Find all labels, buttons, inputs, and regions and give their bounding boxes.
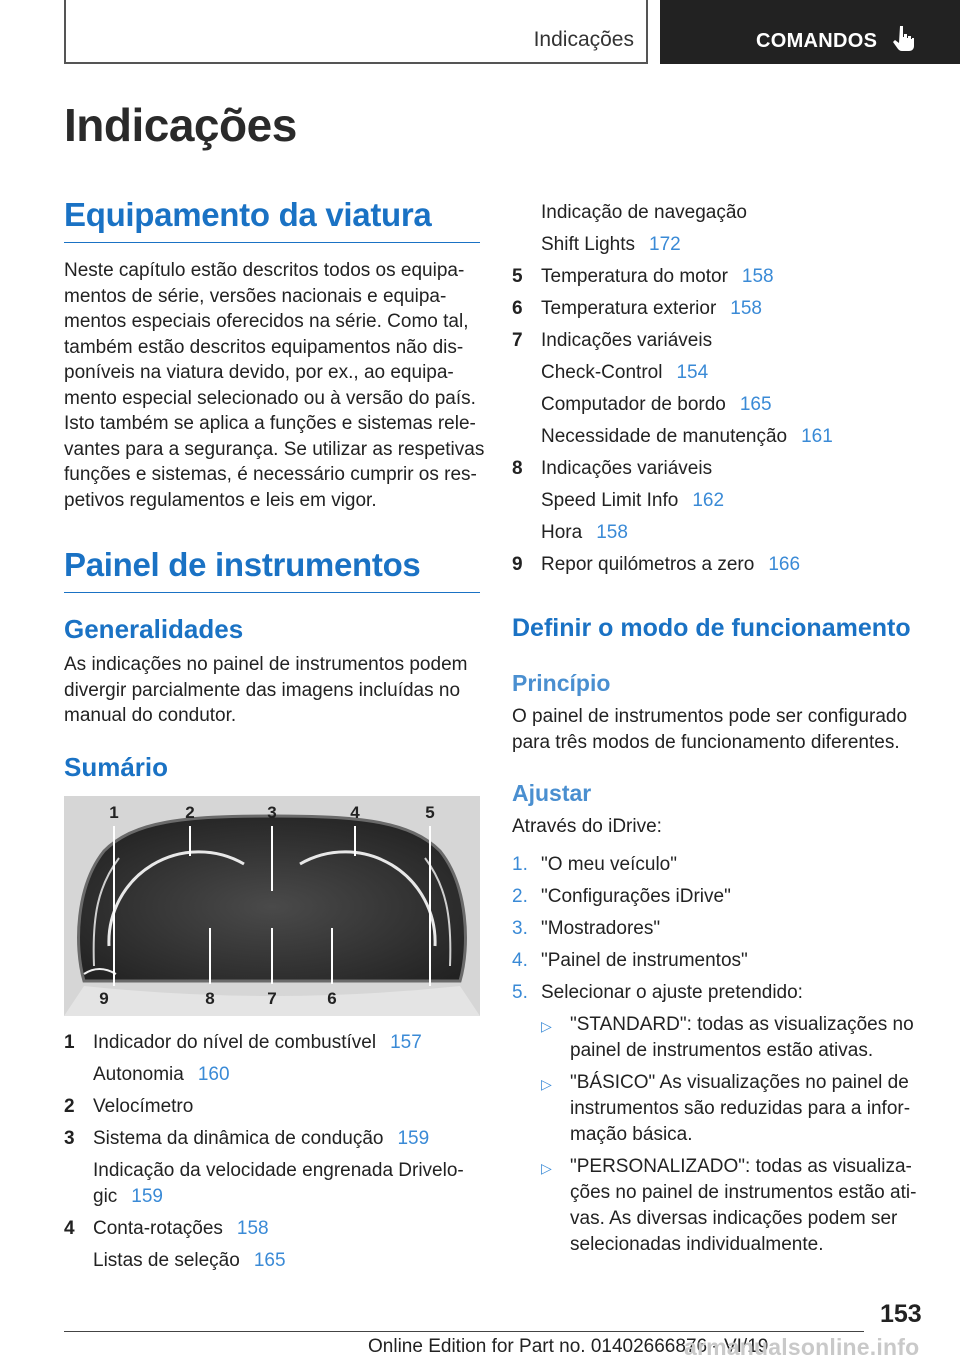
painel-heading: Painel de instrumentos [64, 546, 480, 593]
text-line: painel de instrumentos estão ativas. [570, 1040, 874, 1061]
legend-text: Speed Limit Info [541, 490, 679, 511]
legend-text: Necessidade de manutenção [541, 426, 788, 447]
text-line: também estão descritos equipamentos não dis- [64, 336, 464, 358]
legend-number: 8 [512, 458, 523, 479]
legend-text: Check-Control [541, 362, 663, 383]
page-reference-link[interactable]: 172 [649, 234, 681, 255]
page-reference-link[interactable]: 154 [676, 362, 709, 383]
cluster-label: 5 [425, 803, 435, 822]
sumario-heading: Sumário [64, 752, 169, 782]
text-line: O painel de instrumentos pode ser configurado [512, 706, 908, 727]
text-line: mentos especiais oferecidos na série. Como tal, [64, 311, 469, 332]
cluster-label: 8 [205, 989, 215, 1008]
header-section-box [64, 0, 648, 64]
text-line: Neste capítulo estão descritos todos os equipa- [64, 260, 465, 281]
legend-text: Repor quilómetros a zero [541, 554, 755, 575]
option-text [570, 1154, 916, 1258]
equip-paragraph [64, 258, 484, 513]
text-line: instrumentos são reduzidas para a infor- [570, 1098, 911, 1119]
text-line: mento especial selecionado ou à versão do país. [64, 387, 476, 409]
legend-text: Indicação da velocidade engrenada Drivelo- [93, 1160, 464, 1181]
legend-text-wrap [541, 360, 708, 386]
page-reference-link[interactable]: 158 [730, 298, 762, 319]
header-chapter-label: COMANDOS [756, 30, 878, 52]
text-line: mentos de série, versões nacionais e equipa- [64, 285, 447, 307]
text-line: mação básica. [570, 1124, 693, 1145]
page-reference-link[interactable]: 166 [768, 554, 801, 575]
legend-text: Temperatura exterior [541, 298, 717, 319]
legend-text: Listas de seleção [93, 1250, 240, 1271]
legend-text: Computador de bordo [541, 394, 726, 415]
page-reference-link[interactable]: 159 [397, 1128, 430, 1149]
legend-text-wrap [541, 456, 726, 482]
legend-text: Indicações variáveis [541, 330, 713, 351]
page-reference-link[interactable]: 158 [741, 266, 774, 287]
legend-number: 9 [512, 554, 523, 575]
step-text: Selecionar o ajuste pretendido: [541, 982, 803, 1003]
equip-heading: Equipamento da viatura [64, 196, 480, 243]
cluster-label: 6 [327, 989, 337, 1008]
legend-text: Sistema da dinâmica de condução [93, 1128, 384, 1149]
page-number: 153 [880, 1300, 922, 1328]
text-line: "PERSONALIZADO": todas as visualiza- [570, 1156, 912, 1177]
legend-number: 1 [64, 1032, 75, 1053]
header-chapter-tab[interactable] [660, 0, 960, 64]
text-line: petivos regulamentos e leis em vigor. [64, 489, 377, 511]
step-text: "Configurações iDrive" [541, 886, 731, 907]
legend-number: 3 [64, 1128, 75, 1149]
page-reference-link[interactable]: 158 [236, 1218, 269, 1239]
principio-paragraph [512, 704, 907, 755]
legend-text-wrap [541, 424, 833, 450]
instrument-cluster-illustration [64, 796, 480, 1016]
page-reference-link[interactable]: 165 [739, 394, 772, 415]
page-reference-link[interactable]: 165 [253, 1250, 286, 1271]
cluster-label: 3 [267, 803, 277, 822]
cluster-label: 4 [350, 803, 360, 822]
page-reference-link[interactable]: 159 [131, 1186, 163, 1207]
legend-number: 5 [512, 266, 523, 287]
cluster-label: 1 [109, 803, 119, 822]
step-number: 3. [512, 918, 528, 939]
legend-text-wrap [93, 1126, 429, 1152]
text-line: "STANDARD": todas as visualizações no [570, 1014, 914, 1035]
legend-text-wrap [541, 520, 628, 546]
legend-number: 7 [512, 330, 523, 351]
text-line: manual do condutor. [64, 705, 237, 726]
legend-text-wrap [93, 1062, 230, 1088]
step-number: 5. [512, 982, 528, 1003]
step-text: "Mostradores" [541, 918, 661, 939]
triangle-bullet-icon: ▷ [541, 1076, 552, 1092]
step-text: "Painel de instrumentos" [541, 950, 748, 971]
legend-text: gic [93, 1186, 118, 1207]
ajustar-heading: Ajustar [512, 780, 592, 806]
page-reference-link[interactable]: 161 [801, 426, 833, 447]
legend-text-wrap [541, 552, 800, 578]
legend-text-wrap [93, 1216, 269, 1242]
text-line: selecionadas individualmente. [570, 1234, 824, 1255]
triangle-bullet-icon: ▷ [541, 1160, 552, 1176]
footer-edition: Online Edition for Part no. 01402666876 - VI/19 [368, 1336, 769, 1357]
generalidades-paragraph [64, 652, 467, 729]
cluster-label: 2 [185, 803, 195, 822]
text-line: para três modos de funcionamento diferentes. [512, 731, 900, 753]
modo-heading: Definir o modo de funcionamento [512, 614, 911, 642]
legend-text-wrap [541, 232, 681, 258]
footer-divider [64, 1331, 864, 1332]
legend-number: 4 [64, 1218, 75, 1239]
legend-text-wrap [93, 1030, 422, 1056]
legend-text-wrap [93, 1248, 286, 1274]
legend-text: Velocímetro [93, 1096, 194, 1117]
ajustar-intro: Através do iDrive: [512, 816, 662, 837]
legend-text: Hora [541, 522, 583, 543]
cluster-label: 7 [267, 989, 277, 1008]
text-line: divergir parcialmente das imagens incluídas no [64, 679, 461, 701]
legend-text-wrap [541, 392, 772, 418]
step-number: 2. [512, 886, 528, 907]
text-line: "BÁSICO" As visualizações no painel de [570, 1072, 909, 1093]
legend-text-wrap [541, 200, 761, 226]
cluster-label: 9 [99, 989, 109, 1008]
legend-number: 2 [64, 1096, 75, 1117]
page-title: Indicações [64, 99, 297, 151]
step-number: 4. [512, 950, 528, 971]
watermark: armanualsonline.info [684, 1334, 920, 1360]
option-text [570, 1070, 910, 1148]
page-reference-link[interactable]: 158 [596, 522, 628, 543]
legend-text: Indicação de navegação [541, 202, 747, 223]
text-line: As indicações no painel de instrumentos podem [64, 654, 468, 675]
header-section-label: Indicações [533, 28, 634, 51]
page-reference-link[interactable]: 157 [390, 1032, 422, 1053]
legend-number: 6 [512, 298, 523, 319]
legend-text-wrap [541, 296, 762, 322]
text-line: vas. As diversas indicações podem ser [570, 1208, 898, 1229]
legend-text-wrap [93, 1158, 478, 1184]
legend-text-wrap [93, 1094, 207, 1120]
step-text: "O meu veículo" [541, 854, 677, 875]
legend-text-wrap [541, 488, 724, 514]
legend-text: Shift Lights [541, 234, 635, 255]
triangle-bullet-icon: ▷ [541, 1018, 552, 1034]
legend-text: Temperatura do motor [541, 266, 728, 287]
step-number: 1. [512, 854, 528, 875]
text-line: vantes para a segurança. Se utilizar as respetivas [64, 438, 485, 460]
text-line: funções e sistemas, é necessário cumprir os res- [64, 464, 477, 485]
legend-text: Autonomia [93, 1064, 184, 1085]
legend-text-wrap [93, 1184, 163, 1210]
legend-text: Indicações variáveis [541, 458, 713, 479]
text-line: poníveis na viatura devido, por ex., ao equipa- [64, 362, 454, 383]
page-reference-link[interactable]: 160 [197, 1064, 230, 1085]
option-text [570, 1012, 914, 1064]
principio-heading: Princípio [512, 670, 611, 696]
legend-text-wrap [541, 264, 774, 290]
text-line: ções no painel de instrumentos estão ati- [570, 1182, 917, 1203]
cluster-drawing [64, 796, 480, 1016]
legend-text: Conta-rotações [93, 1218, 223, 1239]
text-line: Isto também se aplica a funções e sistemas rele- [64, 413, 476, 434]
hand-pointer-icon [892, 24, 916, 52]
legend-text-wrap [541, 328, 726, 354]
generalidades-heading: Generalidades [64, 614, 244, 644]
legend-text: Indicador do nível de combustível [93, 1032, 377, 1053]
page-reference-link[interactable]: 162 [692, 490, 725, 511]
